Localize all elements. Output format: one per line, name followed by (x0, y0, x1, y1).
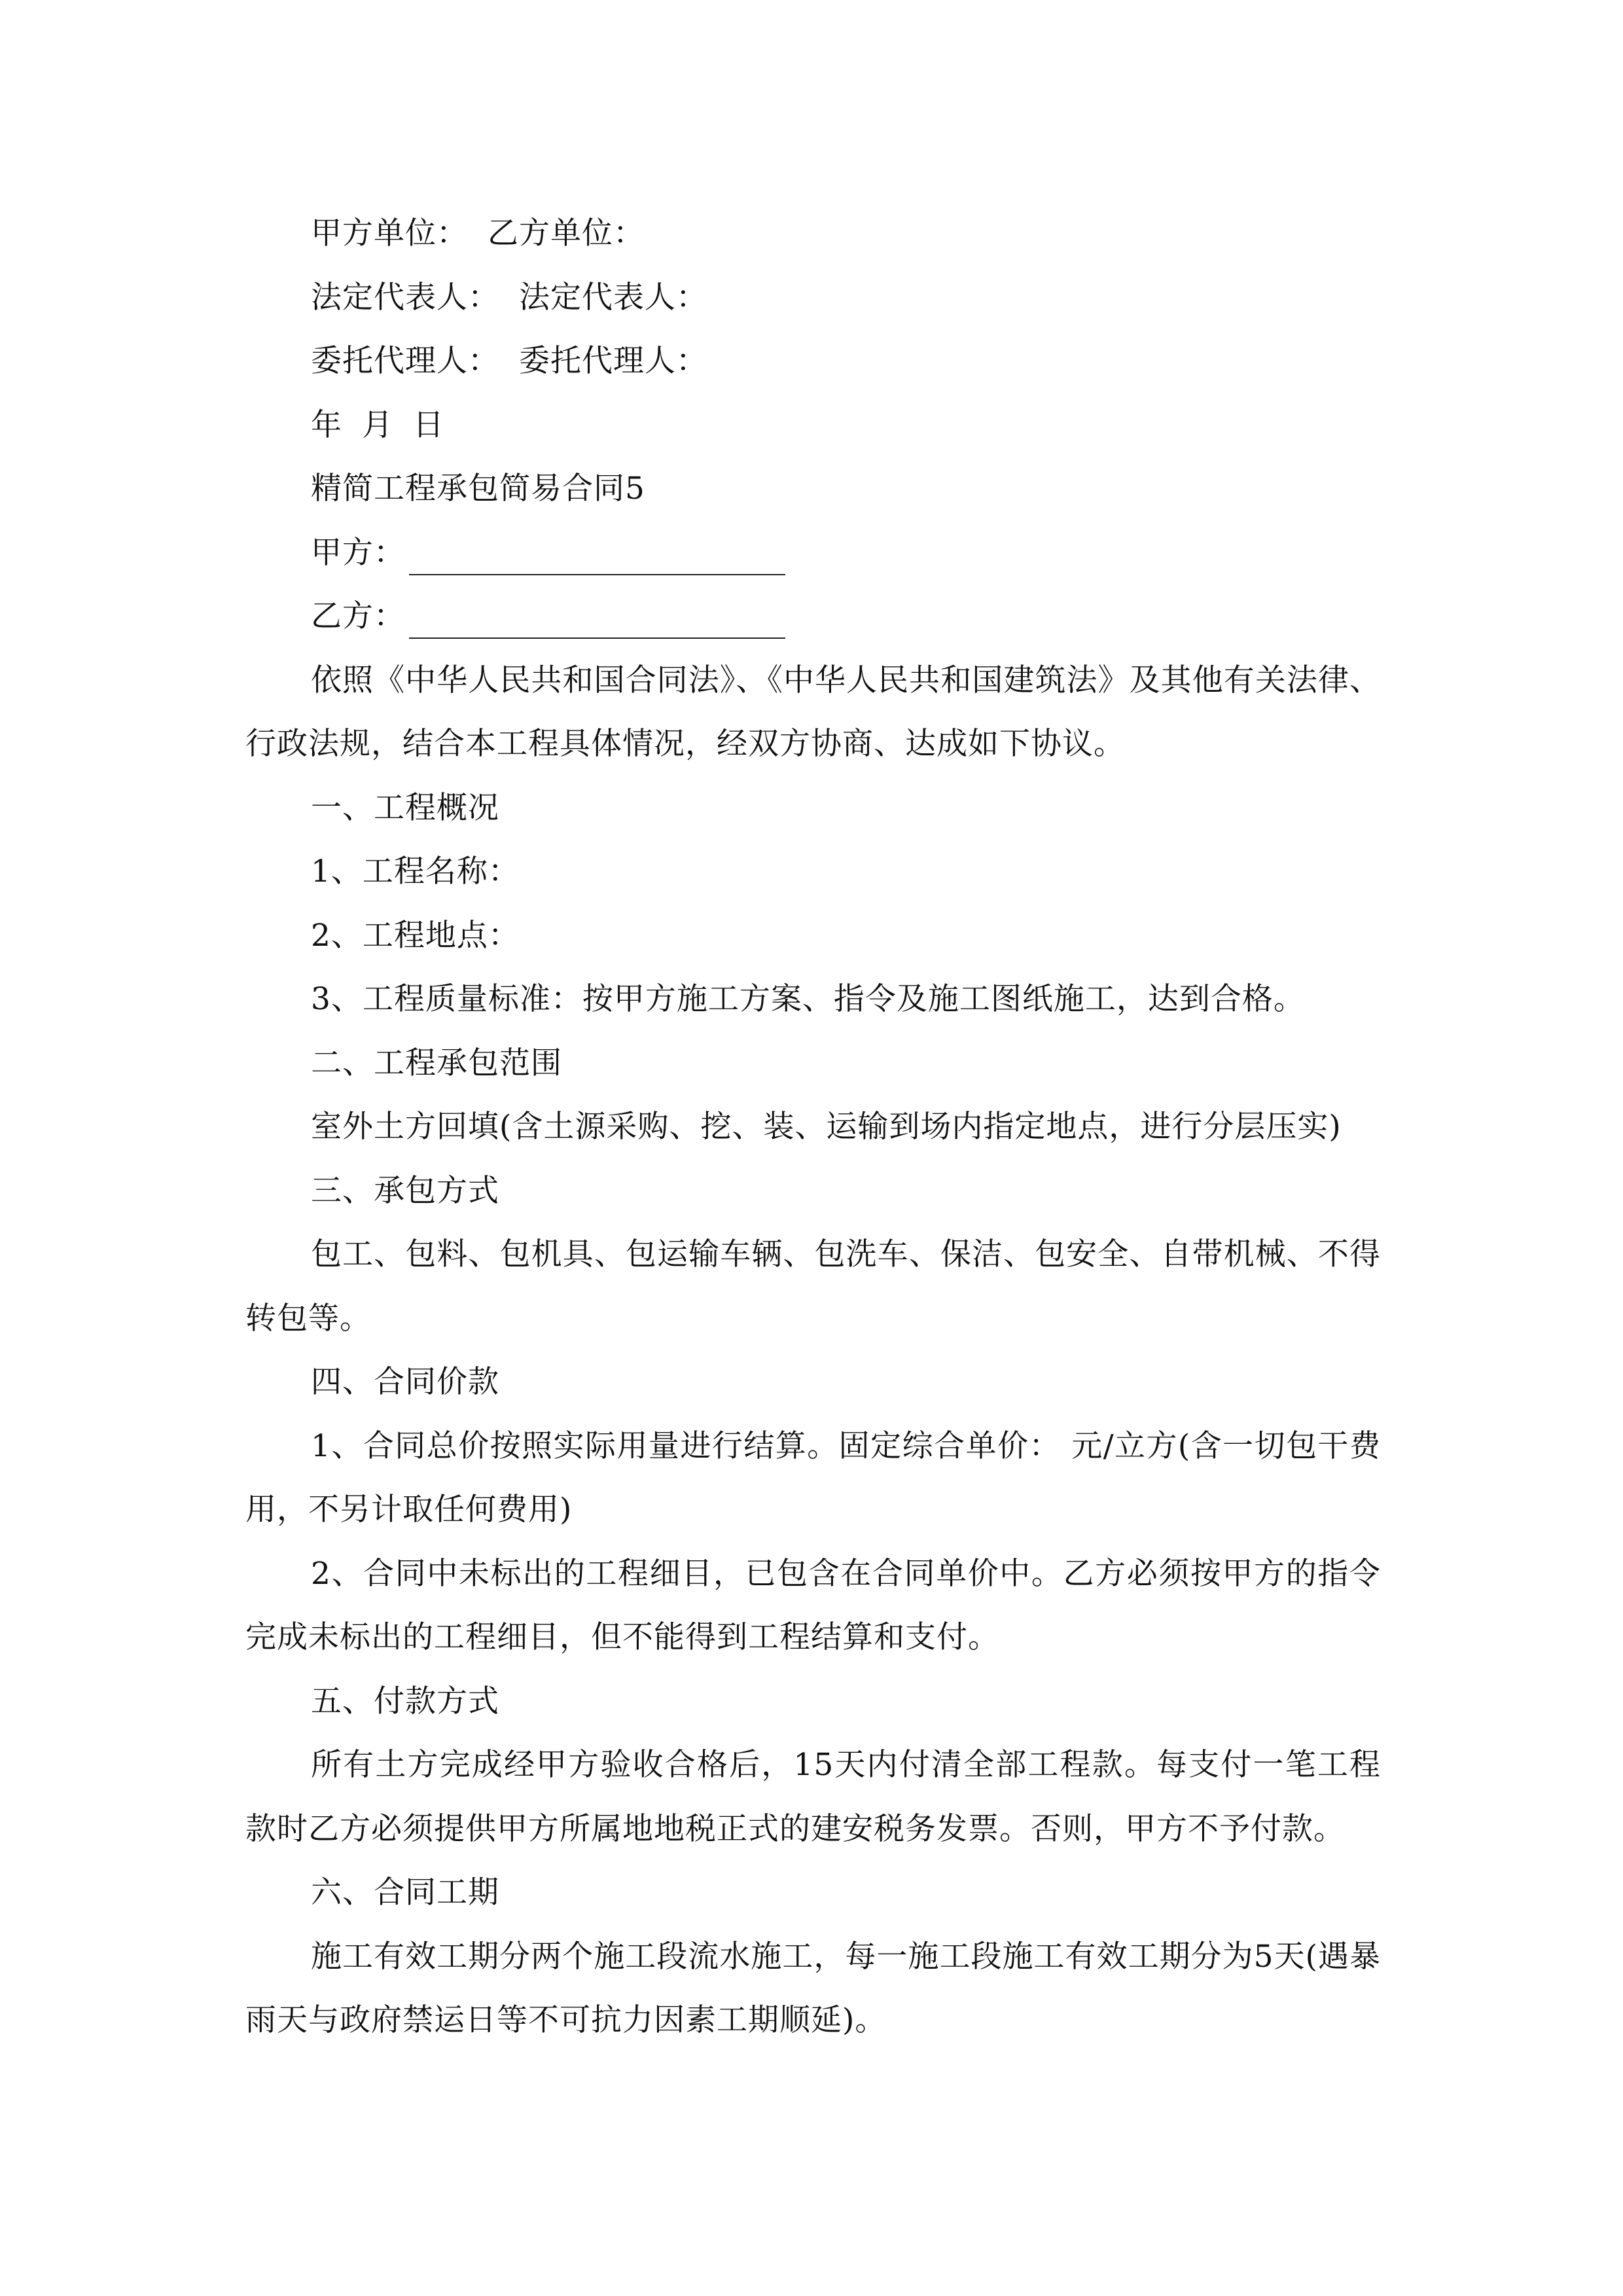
signature-date-row (245, 393, 1381, 457)
section-4-heading: 四、合同价款 (311, 1364, 499, 1400)
section-4-item-1: 1、合同总价按照实际用量进行结算。固定综合单价： 元/立方(含一切包干费用，不另计取任何费用) (245, 1427, 1381, 1528)
section-3-text: 包工、包料、包机具、包运输车辆、包洗车、保洁、包安全、自带机械、不得转包等。 (245, 1236, 1381, 1336)
party-a-label: 甲方： (311, 534, 405, 571)
party-a-agent-label: 委托代理人： (311, 343, 499, 379)
party-a-rep-label: 法定代表人： (311, 279, 499, 315)
party-b-rep-label: 法定代表人： (519, 279, 707, 315)
party-a-blank (409, 535, 785, 575)
party-b-unit-label: 乙方单位： (488, 215, 645, 251)
section-6-text: 施工有效工期分两个施工段流水施工，每一施工段施工有效工期分为5天(遇暴雨天与政府禁运日等不可抗力因素工期顺延)。 (245, 1938, 1381, 2038)
section-2-heading: 二、工程承包范围 (311, 1045, 562, 1081)
section-2-text: 室外土方回填(含土源采购、挖、装、运输到场内指定地点，进行分层压实) (311, 1109, 1342, 1145)
section-1-item-2: 2、工程地点： (311, 917, 520, 954)
section-1-item-1: 1、工程名称： (311, 853, 520, 889)
signature-rep-row (245, 266, 1381, 330)
section-5-heading: 五、付款方式 (311, 1683, 499, 1719)
date-month: 月 (362, 406, 393, 443)
signature-agent-row (245, 329, 1381, 393)
signature-unit-row (245, 202, 1381, 266)
section-3-heading: 三、承包方式 (311, 1172, 499, 1209)
party-a-unit-label: 甲方单位： (311, 215, 468, 251)
section-4-item-2: 2、合同中未标出的工程细目，已包含在合同单价中。乙方必须按甲方的指令完成未标出的工程细目，但不能得到工程结算和支付。 (245, 1555, 1381, 1655)
section-5-text: 所有土方完成经甲方验收合格后，15天内付清全部工程款。每支付一笔工程款时乙方必须提供甲方所属地地税正式的建安税务发票。否则，甲方不予付款。 (245, 1747, 1381, 1847)
section-6-heading: 六、合同工期 (311, 1874, 499, 1910)
party-b-line (245, 584, 1381, 649)
section-1-item-3: 3、工程质量标准：按甲方施工方案、指令及施工图纸施工，达到合格。 (311, 981, 1305, 1017)
document-body (245, 202, 1381, 2053)
section-1-heading: 一、工程概况 (311, 789, 499, 826)
party-b-blank (409, 598, 785, 639)
contract-title: 精简工程承包简易合同5 (311, 471, 645, 507)
party-a-line (245, 521, 1381, 585)
party-b-agent-label: 委托代理人： (519, 343, 707, 379)
date-year: 年 (311, 406, 342, 443)
date-day: 日 (413, 406, 444, 443)
intro-paragraph: 依照《中华人民共和国合同法》、《中华人民共和国建筑法》及其他有关法律、行政法规，结合本工程具体情况，经双方协商、达成如下协议。 (245, 662, 1381, 762)
party-b-label: 乙方： (311, 598, 405, 634)
